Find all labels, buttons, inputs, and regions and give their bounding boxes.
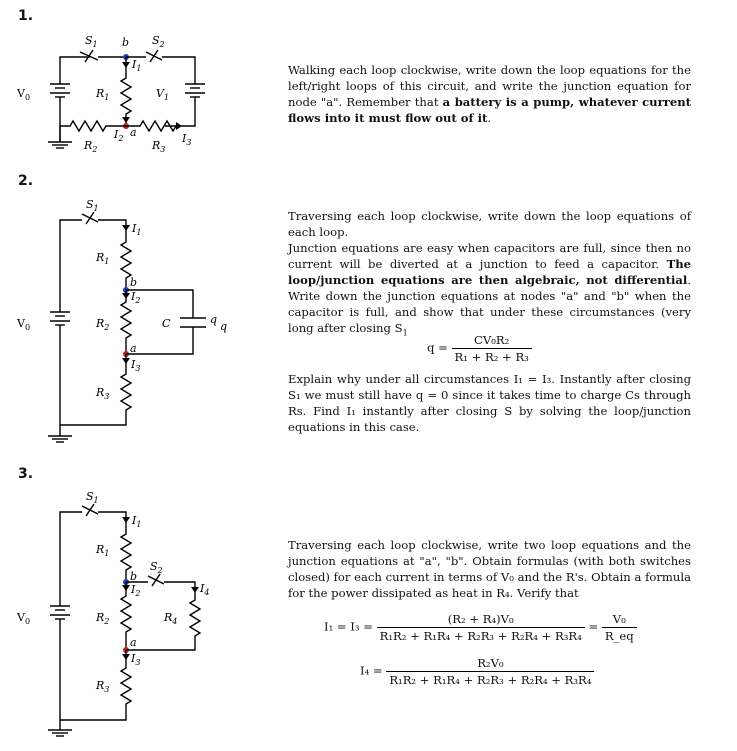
label-a: a	[130, 636, 137, 649]
label-a: a	[130, 342, 137, 355]
label-s2: $S_2$	[150, 560, 163, 575]
label-i2: $I_2$	[114, 128, 124, 143]
problem-1-number: 1.	[18, 8, 34, 24]
label-i2: $I_2$	[131, 290, 141, 305]
label-q: q	[220, 320, 228, 333]
label-i1: $I_1$	[132, 222, 142, 237]
label-a: a	[130, 126, 137, 139]
label-v0: $V_0$	[17, 87, 31, 102]
label-v0: $V_0$	[17, 611, 31, 626]
problem-2-number: 2.	[18, 173, 34, 189]
label-r2: $R_2$	[84, 139, 98, 154]
label-q-plus: q	[210, 313, 218, 326]
label-r1: $R_1$	[96, 87, 110, 102]
resistor-r3	[121, 650, 131, 712]
label-i3: $I_3$	[182, 132, 192, 147]
equation-i4: I₄ = $\frac{\text{R₂V₀}}{\text{R₁R₂ + R₁R₄ + R₂R₃ + R₂R₄ + R₃R₄}}$	[360, 656, 594, 687]
label-r1: $R_1$	[96, 543, 110, 558]
label-i3: $I_3$	[131, 652, 141, 667]
label-i4: $I_4$	[200, 582, 210, 597]
label-r2: $R_2$	[96, 317, 110, 332]
label-i1: $I_1$	[132, 58, 142, 73]
problem-2-text: Traversing each loop clockwise, write down the loop equations of each loop. Junction equations are easy when capacitors are full, since then no current will be diverted at a junction to feed a capacitor. The loop/junction equations are then algebraic, not differential. Write down the junction equations at nodes "a" and "b" when the capacitor is full, and show that under these circumstances (very long after closing $S_1$	[288, 209, 691, 338]
battery-v0	[50, 606, 126, 720]
label-r4: $R_4$	[164, 611, 178, 626]
equation-q: q = $\frac{\text{CV₀R₂}}{\text{R₁ + R₂ + R₃}}$	[427, 333, 532, 364]
circuit-3	[0, 0, 280, 751]
equation-i1: I₁ = I₃ = $\frac{\text{(R₂ + R₄)V₀}}{\text{R₁R₂ + R₁R₄ + R₂R₃ + R₂R₄ + R₃R₄}}$ = $\frac{\text{V₀}}{R\_eq}$	[324, 612, 637, 643]
label-s1: $S_1$	[85, 34, 98, 49]
label-r3: $R_3$	[152, 139, 166, 154]
arrow-i4	[191, 587, 199, 593]
problem-3-number: 3.	[18, 466, 34, 482]
label-i3: $I_3$	[131, 358, 141, 373]
problem-3-text: Traversing each loop clockwise, write two loop equations and the junction equations at "a", "b". Obtain formulas (with both switches closed) for each current in terms of V₀ and the R's. Obtain a formula for the power dissipated as heat in R₄. Verify that	[288, 538, 691, 600]
left-wire-3	[60, 512, 82, 606]
label-r1: $R_1$	[96, 251, 110, 266]
label-c: C	[162, 317, 171, 330]
label-i2: $I_2$	[131, 583, 141, 598]
label-i1: $I_1$	[132, 514, 142, 529]
label-s1: $S_1$	[86, 198, 99, 213]
label-b: b	[122, 36, 130, 49]
label-s2: $S_2$	[152, 34, 165, 49]
label-r3: $R_3$	[96, 386, 110, 401]
resistor-r4	[126, 596, 200, 650]
label-v1: $V_1$	[156, 87, 170, 102]
ground-3	[48, 720, 72, 736]
arrow-i1	[122, 517, 130, 523]
label-r2: $R_2$	[96, 611, 110, 626]
label-s1: $S_1$	[86, 490, 99, 505]
switch-s1	[82, 504, 126, 526]
problem-1-text: Walking each loop clockwise, write down the loop equations for the left/right loops of this circuit, and write the junction equation for node "a". Remember that a battery is a pump, whatever current flows into it must flow out of it.	[288, 63, 691, 125]
label-v0: $V_0$	[17, 317, 31, 332]
problem-2-p3: Explain why under all circumstances I₁ = I₃. Instantly after closing S₁ we must still have q = 0 since it takes time to charge Cs through Rs. Find I₁ instantly after closing S by solving the loop/junction equations in this case.	[288, 372, 691, 434]
label-b: b	[130, 570, 138, 583]
label-r3: $R_3$	[96, 679, 110, 694]
label-b: b	[130, 276, 138, 289]
problem-2-p1: Traversing each loop clockwise, write down the loop equations of each loop.	[288, 209, 691, 239]
